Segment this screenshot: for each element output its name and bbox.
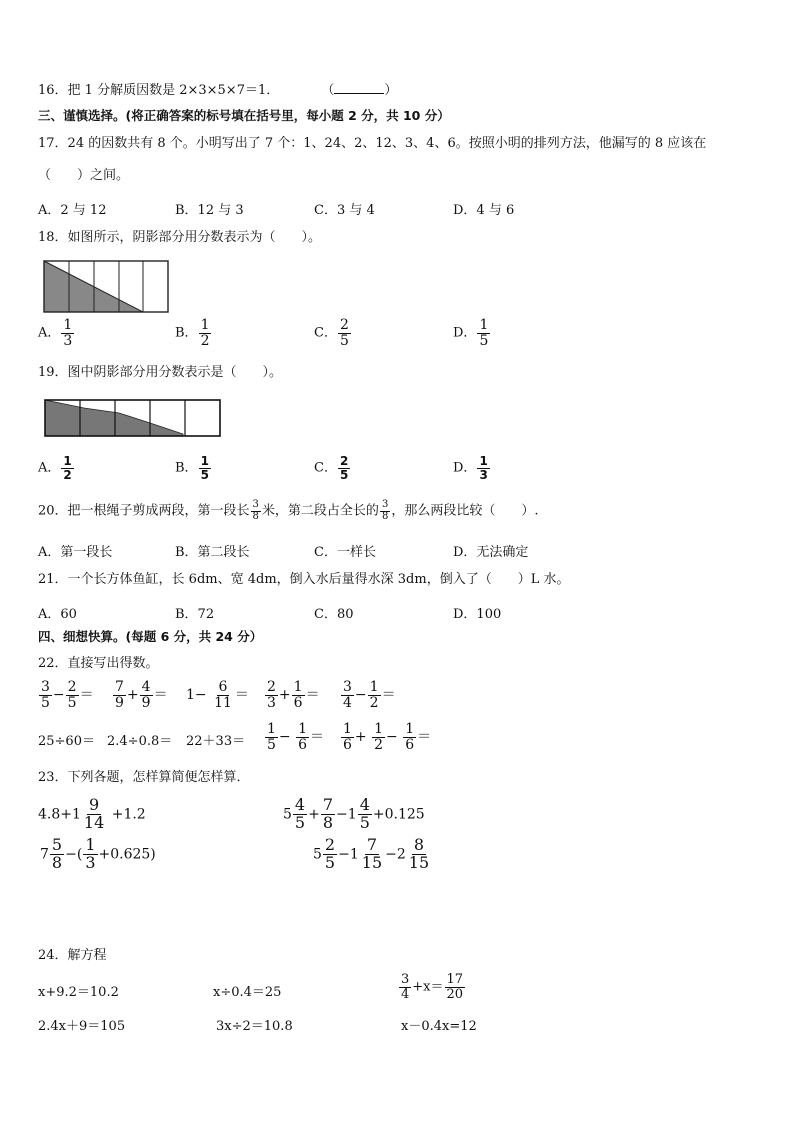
q17-option-b[interactable]: B．12 与 3 [175,203,244,218]
q23-expr-1: 4.8+1 $\frac{9}{14}$ +1.2 [38,795,146,832]
q18-option-a[interactable]: A． $\frac{1}{3}$ [38,317,73,349]
q22-expr-9: $\frac{1}{5}$ − $\frac{1}{6}$ ＝ [267,721,325,753]
q21-option-c[interactable]: C．80 [314,607,354,622]
q20-option-c[interactable]: C．一样长 [314,545,376,560]
q19-figure [44,399,224,439]
q20-fraction-2: $\frac{3}{8}$ [381,499,389,522]
q17-option-c[interactable]: C．3 与 4 [314,203,375,218]
q17-line1: 17．24 的因数共有 8 个。小明写出了 7 个：1、24、2、12、3、4、6。按照小明的排列方法，他漏写的 8 应该在 [38,136,707,151]
q20-option-a[interactable]: A．第一段长 [38,545,113,560]
q21-text: 21．一个长方体鱼缸，长 6dm、宽 4dm，倒入水后量得水深 3dm，倒入了（ ）L 水。 [38,572,570,587]
q23-text: 23．下列各题，怎样算简便怎样算． [38,770,250,785]
q22-expr-7: 2.4÷0.8＝ [107,734,173,749]
q21-option-b[interactable]: B．72 [175,607,215,622]
q17-option-a[interactable]: A．2 与 12 [38,203,107,218]
q18-option-b[interactable]: B． $\frac{1}{2}$ [175,317,210,349]
q17-option-d[interactable]: D．4 与 6 [453,203,515,218]
q22-expr-1: $\frac{3}{5}$ − $\frac{2}{5}$ ＝ [41,679,94,711]
q19-option-c[interactable]: C． $\frac{2}{5}$ [314,454,349,482]
q19-option-a[interactable]: A． $\frac{1}{2}$ [38,454,72,482]
q24-text: 24．解方程 [38,948,107,963]
q23-expr-3: 7 $\frac{5}{8}$ −( $\frac{1}{3}$ +0.625) [40,835,156,872]
q18-option-c[interactable]: C． $\frac{2}{5}$ [314,317,349,349]
section-three-heading: 三、谨慎选择。(将正确答案的标号填在括号里，每小题 2 分，共 10 分） [38,108,450,123]
q20-fraction-1: $\frac{3}{8}$ [252,499,259,522]
q24-eq-4: 2.4x＋9＝105 [38,1019,126,1034]
q20-option-b[interactable]: B．第二段长 [175,545,250,560]
q18-option-d[interactable]: D． $\frac{1}{5}$ [453,317,489,349]
q22-expr-10: $\frac{1}{6}$ + $\frac{1}{2}$ − $\frac{1}{6}$ ＝ [343,721,432,753]
q19-shaded-region [45,400,183,436]
q18-figure [43,260,171,314]
q19-option-d[interactable]: D． $\frac{1}{3}$ [453,454,488,482]
q22-expr-6: 25÷60＝ [38,734,95,749]
q21-option-d[interactable]: D．100 [453,607,502,622]
section-four-heading: 四、细想快算。(每题 6 分，共 24 分） [38,629,263,644]
q19-text: 19．图中阴影部分用分数表示是（ ）。 [38,365,283,380]
q24-eq-6: x－0.4x=12 [401,1019,477,1034]
q18-text: 18．如图所示，阴影部分用分数表示为（ ）。 [38,230,322,245]
q22-text: 22．直接写出得数。 [38,656,159,671]
q22-expr-8: 22＋33＝ [186,734,246,749]
q19-option-b[interactable]: B． $\frac{1}{5}$ [175,454,209,482]
q21-option-a[interactable]: A．60 [38,607,77,622]
q24-eq-2: x÷0.4＝25 [213,985,282,1000]
answer-blank[interactable] [334,83,384,94]
q20-option-d[interactable]: D．无法确定 [453,545,529,560]
q23-expr-2: 5 $\frac{4}{5}$ + $\frac{7}{8}$ −1 $\frac{4}{5}$ +0.125 [283,795,425,832]
q22-expr-5: $\frac{3}{4}$ − $\frac{1}{2}$ ＝ [343,679,396,711]
q17-line2: （ ）之间。 [38,168,130,183]
q16: 16．把 1 分解质因数是 2×3×5×7＝1． （ ） [38,83,398,98]
q20-text: 20．把一根绳子剪成两段，第一段长 $\frac{3}{8}$ 米，第二段占全长的 $\frac{3}{8}$ ，那么两段比较（ ）. [38,499,539,522]
q22-expr-4: $\frac{2}{3}$ + $\frac{1}{6}$ ＝ [267,679,320,711]
q22-expr-2: $\frac{7}{9}$ + $\frac{4}{9}$ ＝ [115,679,168,711]
q24-eq-3: $\frac{3}{4}$ +x＝ $\frac{17}{20}$ [401,972,464,1002]
q24-eq-1: x+9.2＝10.2 [38,985,119,1000]
q23-expr-4: 5 $\frac{2}{5}$ −1 $\frac{7}{15}$ −2 $\frac{8}{15}$ [313,835,430,872]
q24-eq-5: 3x÷2＝10.8 [216,1019,293,1034]
q22-expr-3: 1− $\frac{6}{11}$ ＝ [186,679,249,711]
